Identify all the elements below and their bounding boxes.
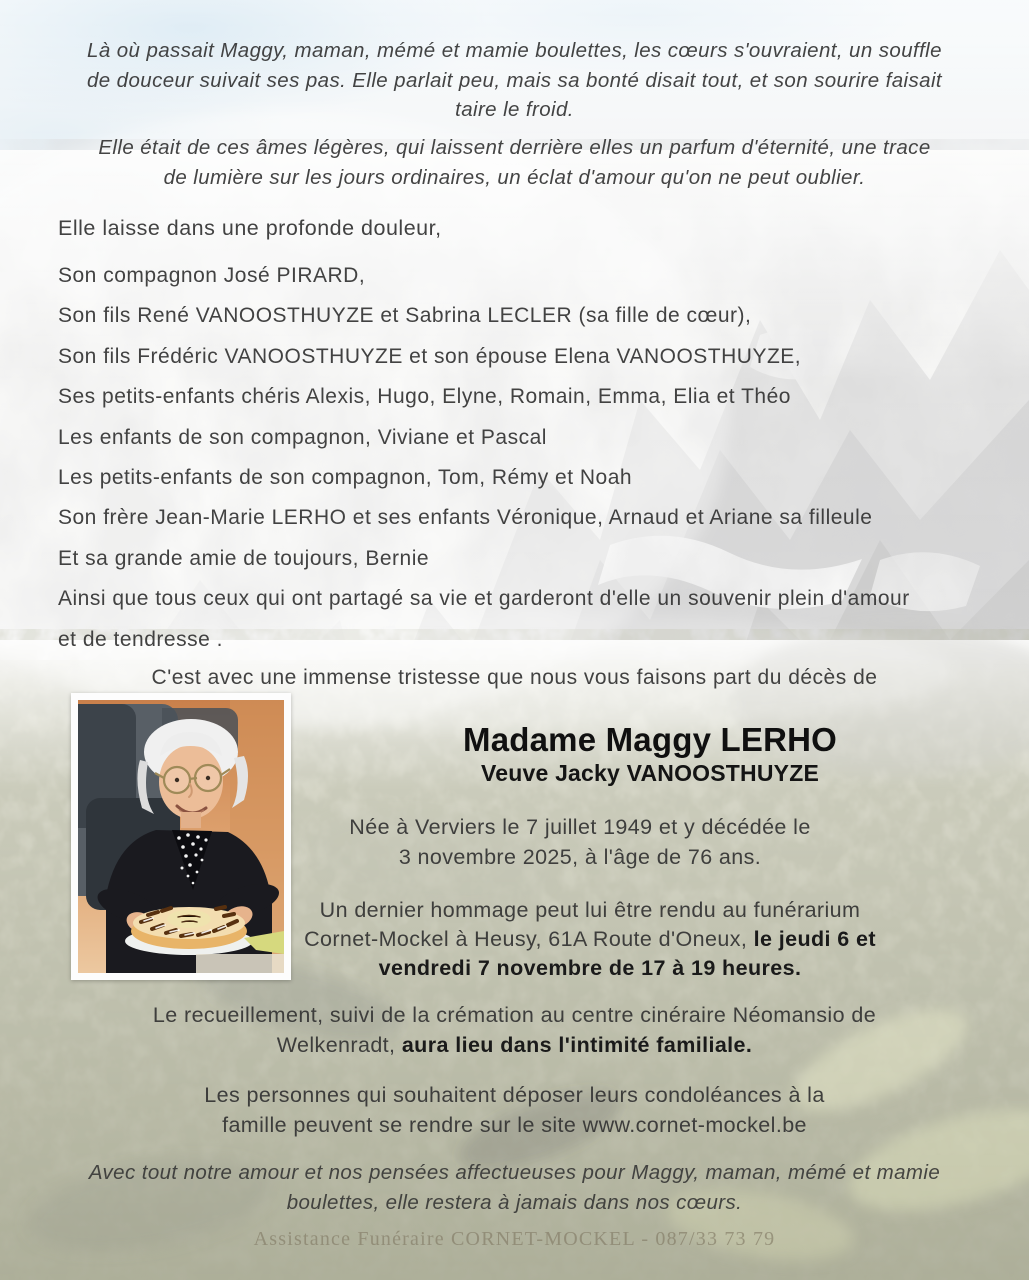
closing-message xyxy=(0,1158,1029,1218)
family-line: Son fils René VANOOSTHUYZE et Sabrina LECLER (sa fille de cœur), xyxy=(58,304,752,328)
deceased-widow-of: Veuve Jacky VANOOSTHUYZE xyxy=(480,760,819,786)
family-line: Ainsi que tous ceux qui ont partagé sa vie et garderont d'elle un souvenir plein d'amour xyxy=(58,587,910,611)
family-line: Son compagnon José PIRARD, xyxy=(58,264,366,287)
tribute-info xyxy=(250,896,930,983)
tribute-line: Cornet-Mockel à Heusy, 61A Route d'Oneux, le jeudi 6 et xyxy=(304,927,876,951)
family-list xyxy=(58,256,910,660)
portrait-photo xyxy=(71,693,291,980)
intro-paragraph-1 xyxy=(0,36,1029,125)
intro-line: de douceur suivait ses pas. Elle parlait peu, mais sa bonté disait tout, et son sourire faisait xyxy=(86,68,943,92)
intro-line: taire le froid. xyxy=(455,98,574,121)
intro-line: Là où passait Maggy, maman, mémé et mamie boulettes, les cœurs s'ouvraient, un souffle xyxy=(87,39,942,62)
family-line: Les petits-enfants de son compagnon, Tom, Rémy et Noah xyxy=(58,465,633,489)
family-line: Et sa grande amie de toujours, Bernie xyxy=(58,546,430,570)
intro-line: Elle était de ces âmes légères, qui laissent derrière elles un parfum d'éternité, une trace xyxy=(98,136,931,159)
tribute-line: vendredi 7 novembre de 17 à 19 heures. xyxy=(378,956,802,980)
condolences-line: famille peuvent se rendre sur le site www.cornet-mockel.be xyxy=(222,1113,807,1137)
condolences-info xyxy=(0,1080,1029,1140)
family-line: Les enfants de son compagnon, Viviane et Pascal xyxy=(58,425,547,449)
life-line: Née à Verviers le 7 juillet 1949 et y décédée le xyxy=(349,815,811,839)
closing-line: Avec tout notre amour et nos pensées affectueuses pour Maggy, maman, mémé et mamie xyxy=(88,1161,941,1184)
cremation-line: Welkenradt, aura lieu dans l'intimité familiale. xyxy=(276,1033,753,1057)
intro-paragraph-2 xyxy=(0,133,1029,192)
condolences-line: Les personnes qui souhaitent déposer leurs condoléances à la xyxy=(204,1083,825,1107)
mourning-intro: Elle laisse dans une profonde douleur, xyxy=(58,216,442,240)
family-line: Son fils Frédéric VANOOSTHUYZE et son épouse Elena VANOOSTHUYZE, xyxy=(58,344,802,368)
cremation-info xyxy=(0,1000,1029,1060)
death-announcement: C'est avec une immense tristesse que nous vous faisons part du décès de xyxy=(151,666,878,689)
life-line: 3 novembre 2025, à l'âge de 76 ans. xyxy=(398,845,762,869)
portrait-illustration xyxy=(78,700,284,973)
intro-line: de lumière sur les jours ordinaires, un éclat d'amour qu'on ne peut oublier. xyxy=(163,165,866,189)
deceased-name: Madame Maggy LERHO xyxy=(463,721,837,758)
family-line: et de tendresse . xyxy=(58,627,223,651)
tribute-line: Un dernier hommage peut lui être rendu au funérarium xyxy=(319,898,861,922)
family-line: Ses petits-enfants chéris Alexis, Hugo, Elyne, Romain, Emma, Elia et Théo xyxy=(58,385,791,409)
life-dates xyxy=(250,812,910,872)
cremation-line: Le recueillement, suivi de la crémation au centre cinéraire Néomansio de xyxy=(152,1003,877,1027)
closing-line: boulettes, elle restera à jamais dans nos cœurs. xyxy=(286,1191,743,1214)
deceased-block xyxy=(330,722,970,788)
family-line: Son frère Jean-Marie LERHO et ses enfants Véronique, Arnaud et Ariane sa filleule xyxy=(58,506,873,530)
funeral-home-footer: Assistance Funéraire CORNET-MOCKEL - 087/33 73 79 xyxy=(253,1228,776,1250)
